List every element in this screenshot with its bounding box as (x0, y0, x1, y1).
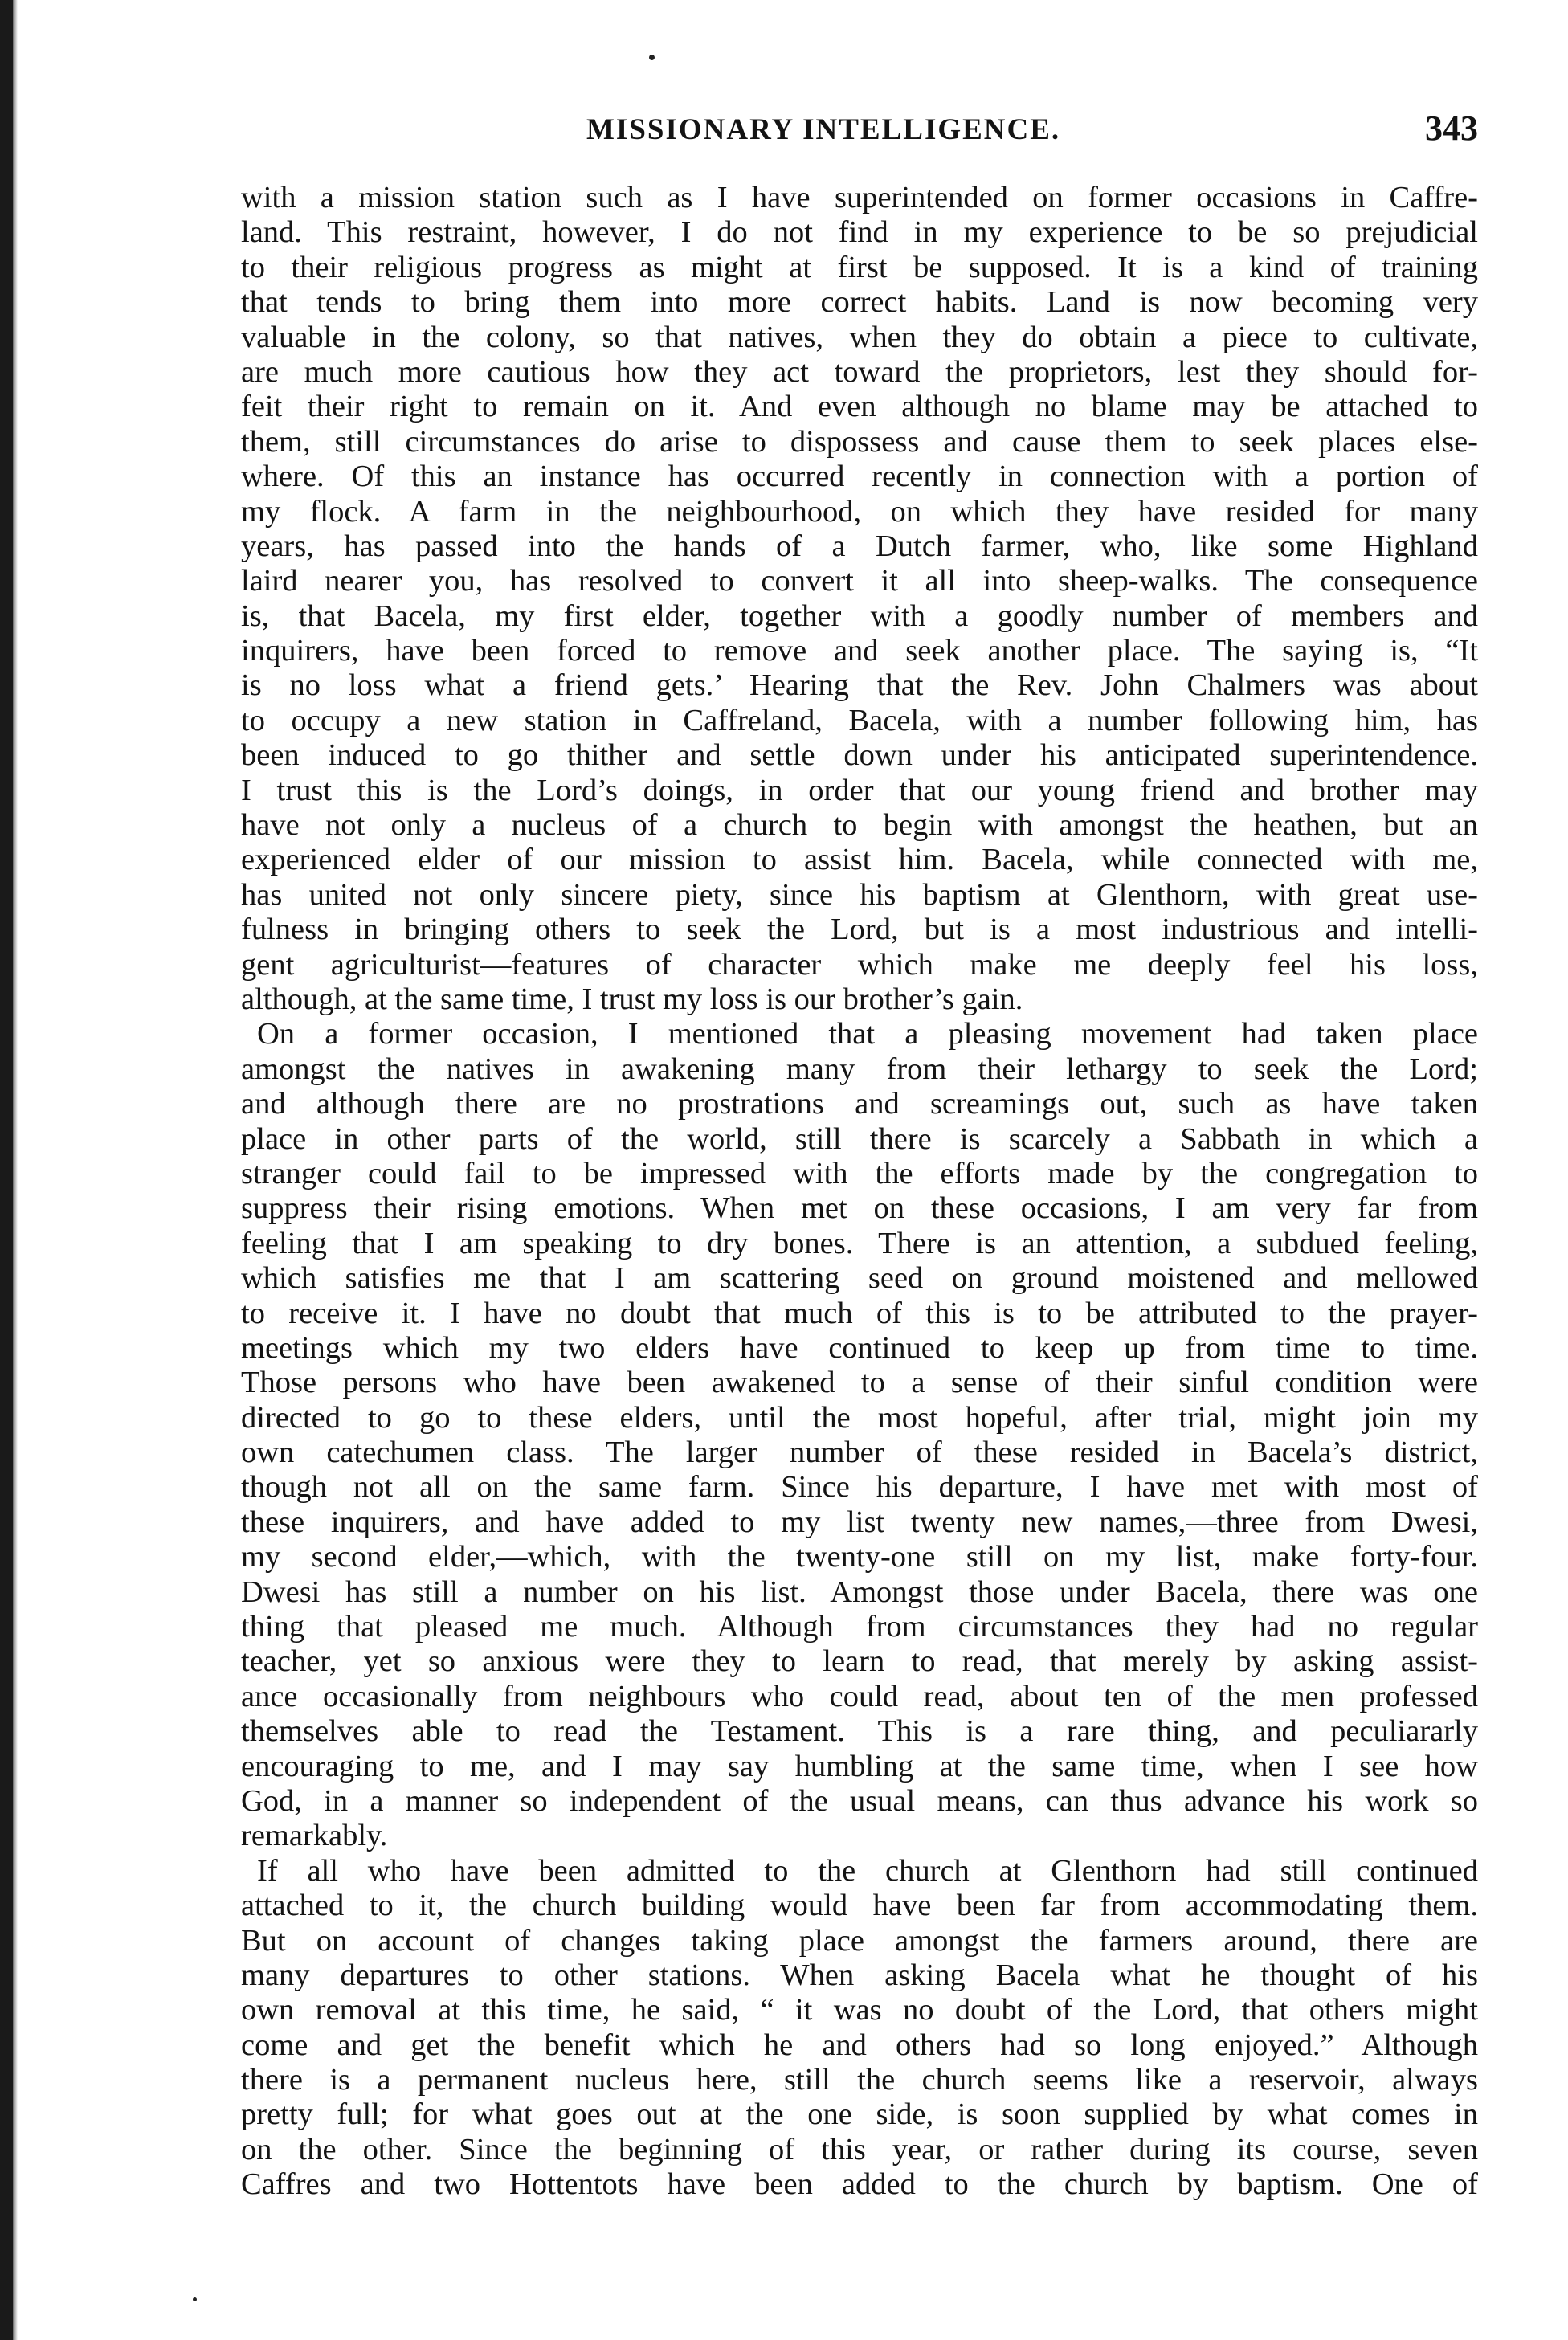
text-line: have not only a nucleus of a church to begin with amongst the heathen, but an (241, 808, 1478, 843)
text-line: there is a permanent nucleus here, still the church seems like a reservoir, always (241, 2063, 1478, 2097)
binding-edge (0, 0, 13, 2340)
text-line: directed to go to these elders, until the most hopeful, after trial, might join my (241, 1400, 1478, 1435)
text-line: inquirers, have been forced to remove and seek another place. The saying is, “It (241, 634, 1478, 668)
text-line: them, still circumstances do arise to dispossess and cause them to seek places else- (241, 424, 1478, 459)
text-line: has united not only sincere piety, since his baptism at Glenthorn, with great use- (241, 877, 1478, 912)
text-line: themselves able to read the Testament. This is a rare thing, and peculiararly (241, 1714, 1478, 1749)
text-line: experienced elder of our mission to assist him. Bacela, while connected with me, (241, 843, 1478, 877)
text-line: Those persons who have been awakened to a sense of their sinful condition were (241, 1366, 1478, 1400)
text-line: Caffres and two Hottentots have been added to the church by baptism. One of (241, 2167, 1478, 2202)
text-line: come and get the benefit which he and others had so long enjoyed.” Although (241, 2028, 1478, 2062)
text-line: although, at the same time, I trust my loss is our brother’s gain. (241, 982, 1023, 1016)
text-line: attached to it, the church building would have been far from accommodating them. (241, 1889, 1478, 1923)
text-line: which satisfies me that I am scattering seed on ground moistened and mellowed (241, 1261, 1478, 1296)
text-line: many departures to other stations. When asking Bacela what he thought of his (241, 1958, 1478, 1992)
text-line: where. Of this an instance has occurred recently in connection with a portion of (241, 459, 1478, 494)
text-line: these inquirers, and have added to my list twenty new names,—three from Dwesi, (241, 1505, 1478, 1539)
text-line: to occupy a new station in Caffreland, Bacela, with a number following him, has (241, 703, 1478, 737)
text-line: own catechumen class. The larger number of these resided in Bacela’s district, (241, 1435, 1478, 1470)
text-line: on the other. Since the beginning of this year, or rather during its course, seven (241, 2132, 1478, 2166)
text-line: thing that pleased me much. Although from circumstances they had no regular (241, 1610, 1478, 1644)
text-line: is, that Bacela, my first elder, together with a goodly number of members and (241, 598, 1478, 633)
page-number: 343 (1425, 108, 1478, 148)
text-line: and although there are no prostrations and screamings out, such as have taken (241, 1087, 1478, 1121)
text-line: place in other parts of the world, still there is scarcely a Sabbath in which a (241, 1121, 1478, 1156)
binding-shadow (13, 0, 18, 2340)
text-line: stranger could fail to be impressed with the efforts made by the congregation to (241, 1156, 1478, 1190)
text-line: fulness in bringing others to seek the Lord, but is a most industrious and intelli- (241, 913, 1478, 947)
text-line: But on account of changes taking place amongst the farmers around, there are (241, 1923, 1478, 1958)
text-line: land. This restraint, however, I do not find in my experience to be so prejudicial (241, 215, 1478, 250)
ink-speck (649, 55, 655, 60)
running-title: MISSIONARY INTELLIGENCE. (586, 113, 1061, 146)
text-line: If all who have been admitted to the church at Glenthorn had still continued (257, 1853, 1478, 1888)
text-line: though not all on the same farm. Since his departure, I have met with most of (241, 1470, 1478, 1505)
text-line: remarkably. (241, 1819, 388, 1853)
page-header (241, 108, 1478, 157)
text-line: ance occasionally from neighbours who could read, about ten of the men professed (241, 1679, 1478, 1713)
text-line: my second elder,—which, with the twenty-one still on my list, make forty-four. (241, 1540, 1478, 1574)
text-line: teacher, yet so anxious were they to learn to read, that merely by asking assist- (241, 1644, 1478, 1679)
text-line: feeling that I am speaking to dry bones. There is an attention, a subdued feeling, (241, 1226, 1478, 1260)
text-line: Dwesi has still a number on his list. Amongst those under Bacela, there was one (241, 1574, 1478, 1609)
text-line: pretty full; for what goes out at the one side, is soon supplied by what comes in (241, 2097, 1478, 2132)
text-line: is no loss what a friend gets.’ Hearing that the Rev. John Chalmers was about (241, 668, 1478, 703)
text-line: On a former occasion, I mentioned that a pleasing movement had taken place (257, 1017, 1478, 1052)
text-line: laird nearer you, has resolved to convert it all into sheep-walks. The consequence (241, 564, 1478, 598)
text-line: are much more cautious how they act toward the proprietors, lest they should for- (241, 354, 1478, 389)
text-line: suppress their rising emotions. When met on these occasions, I am very far from (241, 1191, 1478, 1226)
body-text (241, 181, 1478, 2203)
text-line: God, in a manner so independent of the usual means, can thus advance his work so (241, 1783, 1478, 1818)
ink-speck (193, 2297, 197, 2301)
text-line: with a mission station such as I have superintended on former occasions in Caffre- (241, 181, 1478, 214)
text-line: that tends to bring them into more correct habits. Land is now becoming very (241, 285, 1478, 320)
text-line: been induced to go thither and settle down under his anticipated superintendence. (241, 738, 1478, 773)
text-line: amongst the natives in awakening many from their lethargy to seek the Lord; (241, 1052, 1478, 1086)
text-line: feit their right to remain on it. And even although no blame may be attached to (241, 390, 1478, 424)
text-line: valuable in the colony, so that natives, when they do obtain a piece to cultivate, (241, 320, 1478, 354)
text-line: own removal at this time, he said, “ it was no doubt of the Lord, that others might (241, 1993, 1478, 2028)
text-line: encouraging to me, and I may say humbling at the same time, when I see how (241, 1749, 1478, 1783)
text-line: gent agriculturist—features of character which make me deeply feel his loss, (241, 947, 1478, 982)
text-line: years, has passed into the hands of a Dutch farmer, who, like some Highland (241, 529, 1478, 563)
text-line: I trust this is the Lord’s doings, in order that our young friend and brother may (241, 773, 1478, 807)
text-line: meetings which my two elders have continued to keep up from time to time. (241, 1330, 1478, 1365)
text-line: to their religious progress as might at first be supposed. It is a kind of training (241, 250, 1478, 284)
text-line: to receive it. I have no doubt that much of this is to be attributed to the prayer- (241, 1296, 1478, 1330)
text-line: my flock. A farm in the neighbourhood, on which they have resided for many (241, 494, 1478, 529)
